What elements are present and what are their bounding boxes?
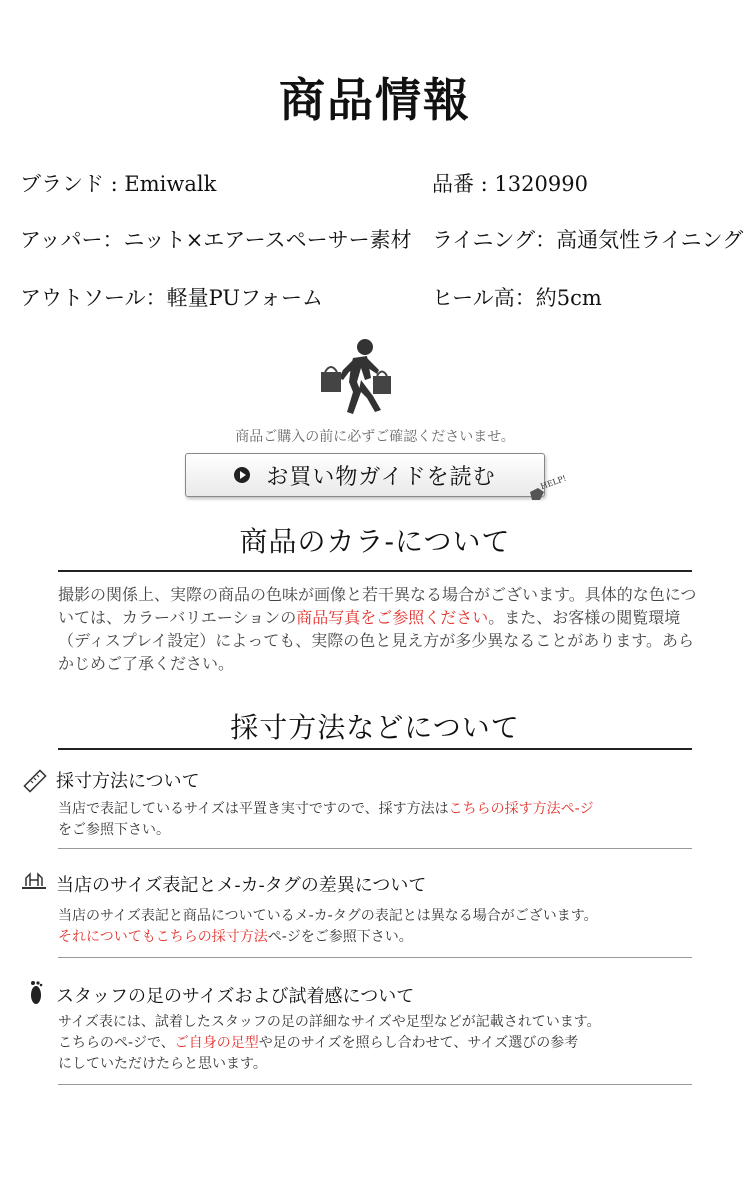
help-hand-icon (528, 473, 568, 504)
spec-brand: ブランド : Emiwalk (20, 172, 217, 196)
scale-icon (20, 872, 48, 890)
measure-method-link[interactable]: こちらの採す方法ペ-ジ (448, 801, 594, 817)
play-icon (234, 467, 250, 483)
staff-size-text-b: や足のサイズを照らし合わせて、サイズ選びの参考 (258, 1035, 579, 1051)
divider (58, 748, 692, 750)
divider (58, 1084, 692, 1085)
staff-size-text-a: こちらのペ-ジで、 (58, 1035, 175, 1051)
help-tag: HELP! (539, 473, 568, 492)
spec-lining: ライニング：高通気性ライニング (432, 228, 744, 252)
tag-diff-title: 当店のサイズ表記とメ-カ-タグの差異について (56, 875, 427, 896)
staff-size-text: にしていただけたらと思います。 (58, 1056, 267, 1072)
color-text-1: 撮影の関係上、実際の商品の色味が画像と若干異なる場合がございます。具体的な色については、カラーバリエーションの (58, 585, 697, 627)
spec-heel-height: ヒール高：約5cm (432, 286, 602, 310)
tag-diff-text (58, 927, 413, 948)
divider (58, 957, 692, 958)
color-section-heading: 商品のカラ-について (239, 525, 511, 558)
spec-upper: アッパー：ニット×エアースペーサー素材 (20, 228, 412, 252)
tag-diff-text: 当店のサイズ表記と商品についているメ-カ-タグの表記とは異なる場合がございます。 (58, 908, 598, 924)
staff-size-title: スタッフの足のサイズおよび試着感について (56, 986, 415, 1007)
color-section-text (58, 583, 698, 675)
measure-item-text: をご参照下さい。 (58, 822, 170, 838)
measure-item-text (58, 799, 594, 820)
spec-item-number: 品番 : 1320990 (432, 172, 588, 196)
tag-diff-text-tail: ペ-ジをご参照下さい。 (267, 929, 413, 945)
ruler-icon (22, 768, 48, 794)
measure-item-title: 採寸方法について (56, 771, 200, 792)
measure-method-link-2[interactable]: それについてもこちらの採寸方法 (58, 929, 268, 945)
divider (58, 848, 692, 849)
color-text-2: 。また、お客様の閲覧環境（ディスプレイ設定）によっても、実際の色と見え方が多少異なることがあります。あらかじめご了承ください。 (58, 608, 695, 673)
page-title: 商品情報 (279, 73, 471, 127)
shopper-icon (313, 336, 395, 416)
guide-note: 商品ご購入の前に必ずご確認くださいませ。 (235, 429, 515, 445)
product-photo-link[interactable]: 商品写真をご参照ください (296, 608, 489, 627)
divider (58, 570, 692, 572)
staff-size-text: サイズ表には、試着したスタッフの足の詳細なサイズや足型などが記載されています。 (58, 1014, 601, 1030)
spec-outsole: アウトソール：軽量PUフォーム (20, 286, 323, 310)
measure-section-heading: 採寸方法などについて (230, 711, 520, 744)
foot-shape-link[interactable]: ご自身の足型 (174, 1035, 259, 1051)
measure-text-line: 当店で表記しているサイズは平置き実寸ですので、採す方法は (58, 801, 449, 817)
shopping-guide-button[interactable] (185, 453, 545, 497)
footprint-icon (26, 980, 46, 1006)
staff-size-text (58, 1033, 578, 1054)
shopping-guide-button-label: お買い物ガイドを読む (266, 464, 496, 490)
